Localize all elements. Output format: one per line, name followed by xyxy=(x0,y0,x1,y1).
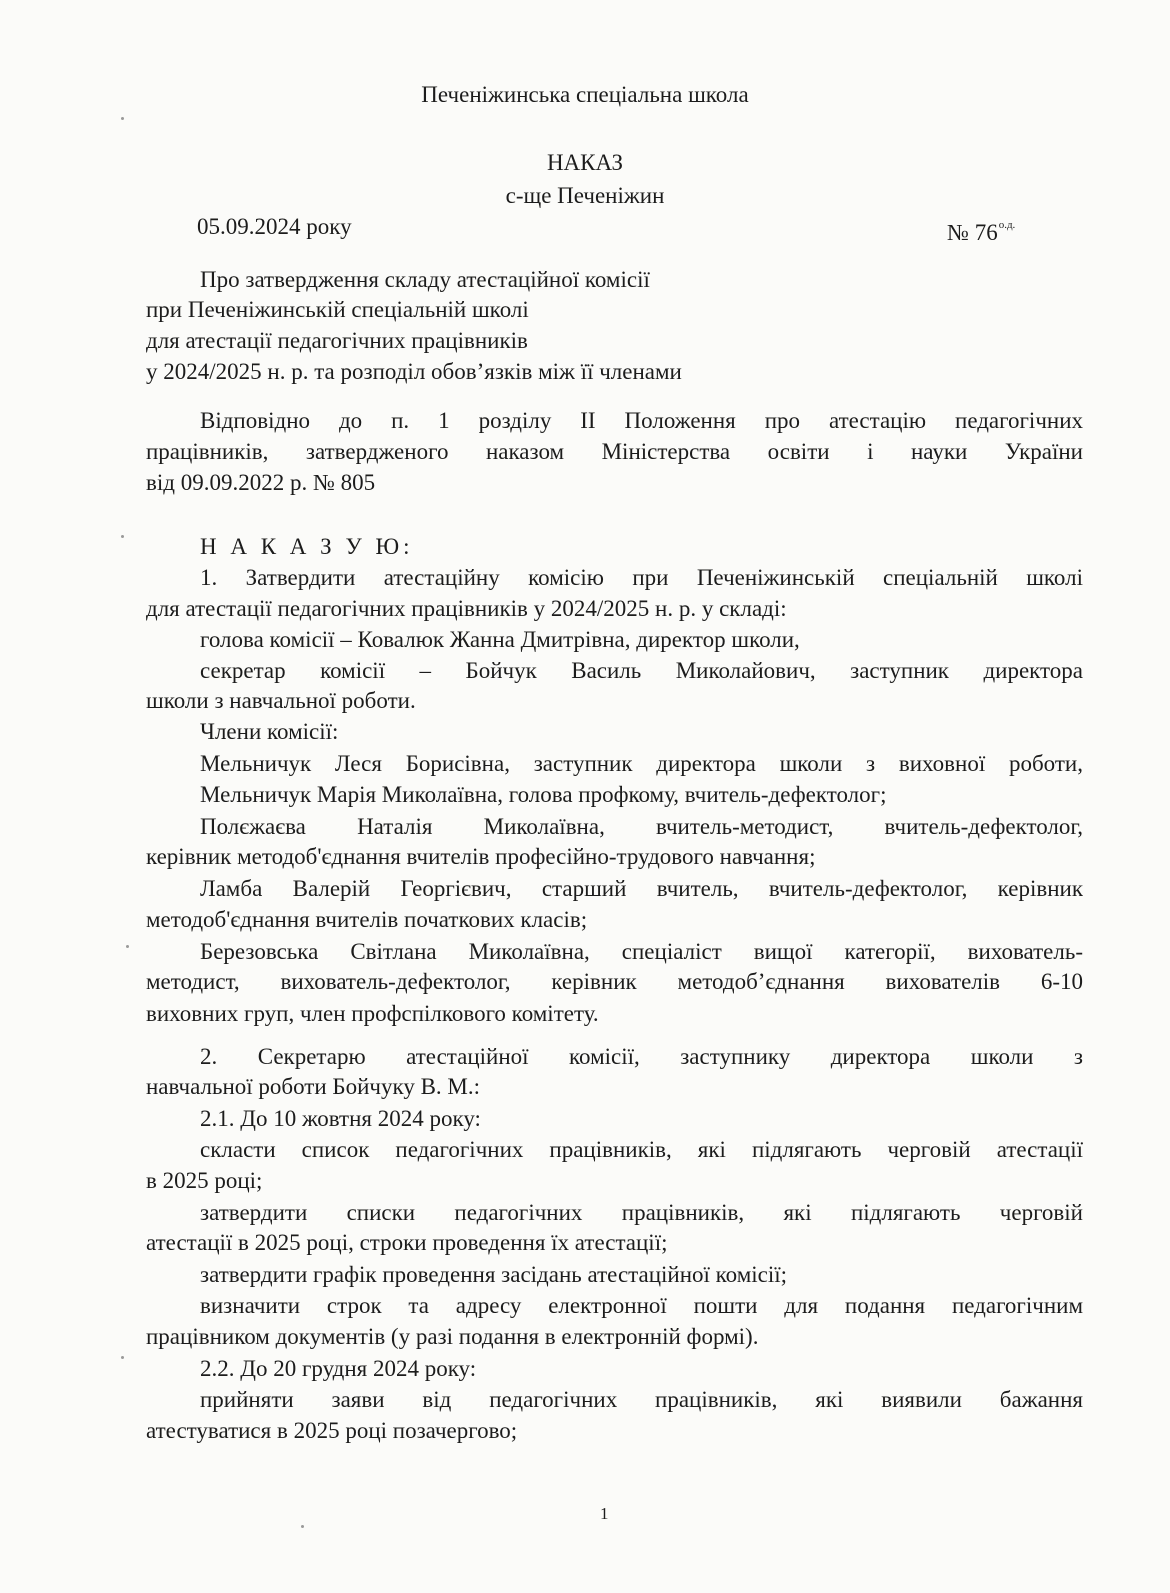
item2-line-1: 2. Секретарю атестаційної комісії, заступнику директора школи з xyxy=(200,1044,1083,1069)
member-line-9: виховних груп, член профспілкового комітету. xyxy=(146,1001,599,1026)
member-line-4: керівник методоб'єднання вчителів професійно-трудового навчання; xyxy=(146,844,816,869)
member-line-1: Мельничук Леся Борисівна, заступник директора школи з виховної роботи, xyxy=(200,751,1083,776)
order-number-suffix: о.д. xyxy=(998,219,1016,231)
item2-line-13: атестуватися в 2025 році позачергово; xyxy=(146,1418,518,1443)
order-number xyxy=(947,210,1015,248)
place: с-ще Печеніжин xyxy=(505,183,665,208)
item1-line-3: голова комісії – Ковалюк Жанна Дмитрівна, директор школи, xyxy=(200,627,800,652)
item1-line-1: 1. Затвердити атестаційну комісію при Печеніжинській спеціальній школі xyxy=(200,565,1083,590)
member-line-3: Полєжаєва Наталія Миколаївна, вчитель-методист, вчитель-дефектолог, xyxy=(200,814,1083,839)
subject-line-1: Про затвердження складу атестаційної комісії xyxy=(200,267,650,292)
item2-line-7: атестації в 2025 році, строки проведення їх атестації; xyxy=(146,1230,668,1255)
order-number-main: № 76 xyxy=(947,220,998,245)
order-heading: Н А К А З У Ю: xyxy=(200,534,414,559)
member-line-6: методоб'єднання вчителів початкових класів; xyxy=(146,907,588,932)
item2-line-5: в 2025 році; xyxy=(146,1168,263,1193)
item2-line-4: скласти список педагогічних працівників, які підлягають черговій атестації xyxy=(200,1137,1083,1162)
order-date: 05.09.2024 року xyxy=(197,214,352,239)
item1-line-5: школи з навчальної роботи. xyxy=(146,688,416,713)
scan-speck xyxy=(121,117,124,120)
subitem-2-2-heading: 2.2. До 20 грудня 2024 року: xyxy=(200,1356,477,1381)
member-line-2: Мельничук Марія Миколаївна, голова профкому, вчитель-дефектолог; xyxy=(200,782,887,807)
member-line-8: методист, вихователь-дефектолог, керівник методоб’єднання вихователів 6-10 xyxy=(146,969,1083,994)
scan-speck xyxy=(121,1356,124,1359)
preamble-line-3: від 09.09.2022 р. № 805 xyxy=(146,470,376,495)
subitem-2-1-heading: 2.1. До 10 жовтня 2024 року: xyxy=(200,1106,481,1131)
item2-line-8: затвердити графік проведення засідань атестаційної комісії; xyxy=(200,1262,788,1287)
item2-line-9: визначити строк та адресу електронної пошти для подання педагогічним xyxy=(200,1293,1083,1318)
member-line-7: Березовська Світлана Миколаївна, спеціаліст вищої категорії, вихователь- xyxy=(200,939,1083,964)
item2-line-12: прийняти заяви від педагогічних працівників, які виявили бажання xyxy=(200,1387,1083,1412)
item2-line-2: навчальної роботи Бойчуку В. М.: xyxy=(146,1074,481,1099)
subject-line-2: при Печеніжинській спеціальній школі xyxy=(146,297,529,322)
member-line-5: Ламба Валерій Георгієвич, старший вчитель, вчитель-дефектолог, керівник xyxy=(200,876,1083,901)
school-name: Печеніжинська спеціальна школа xyxy=(421,82,749,107)
item1-line-2: для атестації педагогічних працівників у 2024/2025 н. р. у складі: xyxy=(146,596,787,621)
document-type: НАКАЗ xyxy=(546,150,624,175)
item1-line-4: секретар комісії – Бойчук Василь Миколайович, заступник директора xyxy=(200,658,1083,683)
subject-line-3: для атестації педагогічних працівників xyxy=(146,328,528,353)
scan-speck xyxy=(301,1525,304,1528)
page-number: 1 xyxy=(600,1504,609,1523)
scan-speck xyxy=(121,535,124,538)
subject-line-4: у 2024/2025 н. р. та розподіл обов’язків між її членами xyxy=(146,359,682,384)
preamble-line-1: Відповідно до п. 1 розділу ІІ Положення про атестацію педагогічних xyxy=(200,408,1083,433)
item2-line-6: затвердити списки педагогічних працівників, які підлягають черговій xyxy=(200,1200,1083,1225)
scan-speck xyxy=(126,945,129,948)
members-heading: Члени комісії: xyxy=(200,719,339,744)
preamble-line-2: працівників, затвердженого наказом Міністерства освіти і науки України xyxy=(146,439,1083,464)
item2-line-10: працівником документів (у разі подання в електронній формі). xyxy=(146,1324,759,1349)
